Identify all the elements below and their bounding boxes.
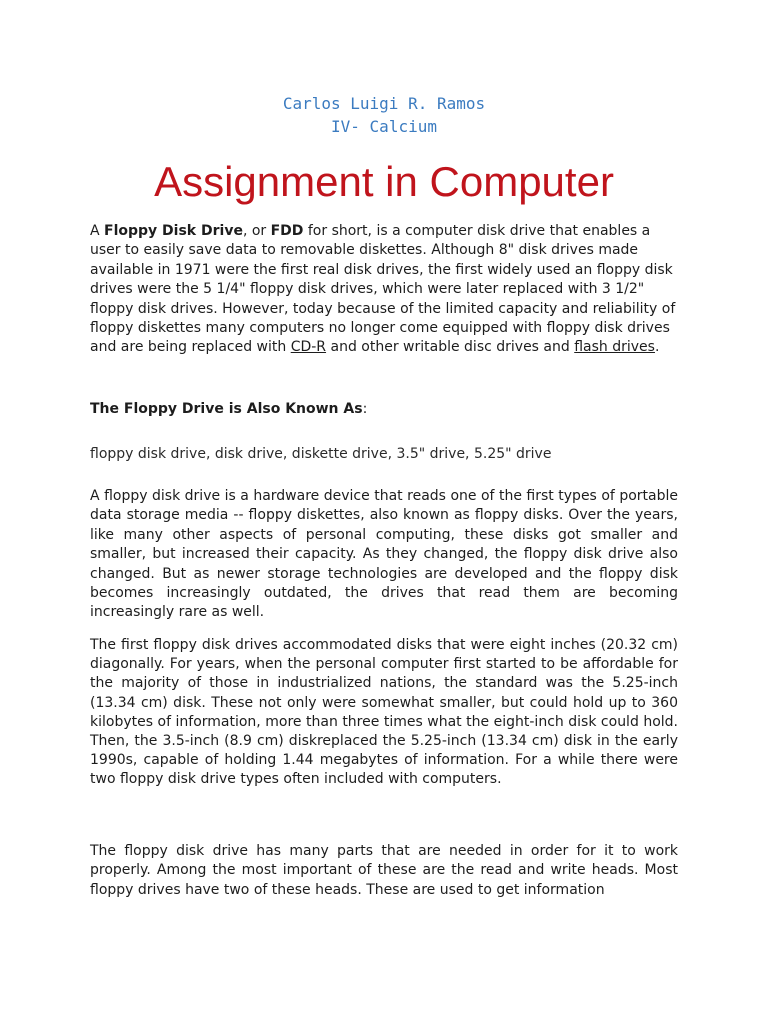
intro-paragraph	[90, 222, 678, 358]
author-block	[0, 92, 768, 138]
flash-drives-link[interactable]: flash drives	[574, 339, 655, 356]
intro-text-3: for short, is a computer disk drive that enables a user to easily save data to removable diskettes. Although 8" disk drives made available in 1971 were the first real disk drives, the first widely used an floppy disk drives were the 5 1/4" floppy disk drives, which were later replaced with 3 1/2" floppy disk drives. However, today because of the limited capacity and reliability of floppy diskettes many computers no longer come equipped with floppy disk drives and are being replaced with	[90, 223, 676, 356]
known-as-colon: :	[362, 401, 368, 417]
paragraph-history: The first floppy disk drives accommodated disks that were eight inches (20.32 cm) diagonally. For years, when the personal computer first started to be affordable for the majority of those in industrialized nations, the standard was the 5.25-inch (13.34 cm) disk. These not only were somewhat smaller, but could hold up to 360 kilobytes of information, more than three times what the eight-inch disk could hold. Then, the 3.5-inch (8.9 cm) diskreplaced the 5.25-inch (13.34 cm) disk in the early 1990s, capable of holding 1.44 megabytes of information. For a while there were two floppy disk drive types often included with computers.	[90, 637, 678, 788]
intro-text-5: .	[654, 339, 660, 356]
intro-text-1: A	[90, 223, 105, 239]
known-as-list: floppy disk drive, disk drive, diskette drive, 3.5" drive, 5.25" drive	[90, 446, 552, 462]
author-section: IV- Calcium	[331, 117, 437, 136]
intro-text-4: and other writable disc drives and	[326, 339, 575, 356]
paragraph-hardware-device: A floppy disk drive is a hardware device that reads one of the first types of portable data storage media -- floppy diskettes, also known as floppy disks. Over the years, like many other aspects of personal computing, these disks got smaller and smaller, but increased their capacity. As they changed, the floppy disk drive also changed. But as newer storage technologies are developed and the floppy disk becomes increasingly outdated, the drives that read them are becoming increasingly rare as well.	[90, 488, 678, 621]
cd-r-link[interactable]: CD-R	[290, 339, 327, 356]
intro-bold-term: Floppy Disk Drive	[104, 223, 243, 239]
known-as-heading	[90, 400, 678, 419]
author-name: Carlos Luigi R. Ramos	[282, 94, 486, 113]
intro-bold-abbr: FDD	[270, 223, 304, 239]
intro-text-2: , or	[242, 223, 271, 239]
document-title: Assignment in Computer	[154, 158, 614, 205]
known-as-heading-text: The Floppy Drive is Also Known As	[90, 401, 363, 417]
paragraph-parts: The floppy disk drive has many parts that are needed in order for it to work properly. Among the most important of these are the read and write heads. Most floppy drives have two of these heads. These are used to get information	[90, 843, 678, 898]
